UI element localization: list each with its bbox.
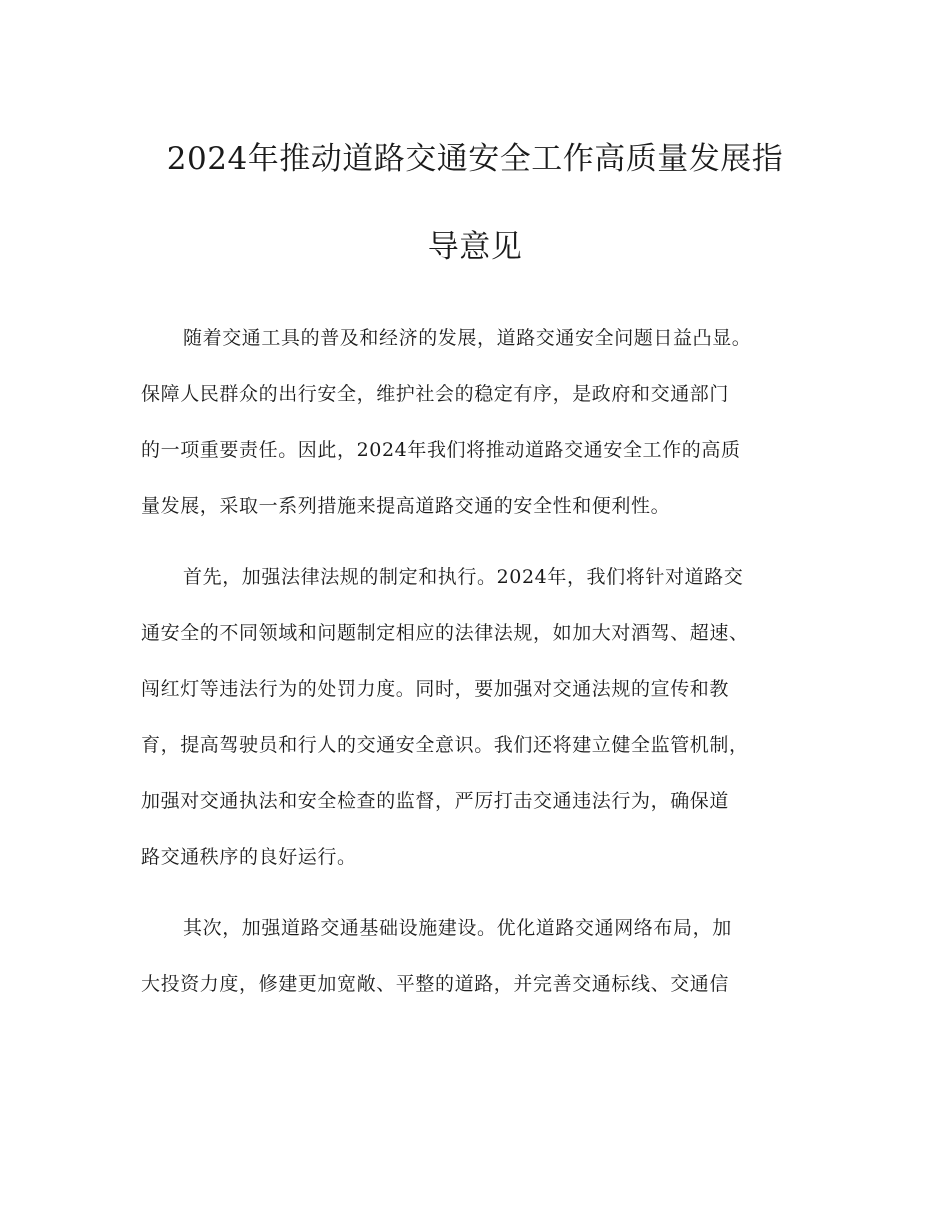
paragraph-3-line-1: 其次，加强道路交通基础设施建设。优化道路交通网络布局，加: [183, 917, 732, 939]
paragraph-2-line-2: 通安全的不同领域和问题制定相应的法律法规，如加大对酒驾、超速、: [141, 622, 749, 644]
paragraph-2-line-6: 路交通秩序的良好运行。: [141, 846, 357, 868]
paragraph-1-line-4: 量发展，采取一系列措施来提高道路交通的安全性和便利性。: [141, 495, 671, 517]
paragraph-1-line-1: 随着交通工具的普及和经济的发展，道路交通安全问题日益凸显。: [183, 327, 752, 349]
document-title-line-2: 导意见: [427, 229, 523, 265]
paragraph-2-line-1: 首先，加强法律法规的制定和执行。2024年，我们将针对道路交: [183, 566, 744, 588]
paragraph-3-line-2: 大投资力度，修建更加宽敞、平整的道路，并完善交通标线、交通信: [141, 973, 730, 995]
paragraph-1-line-2: 保障人民群众的出行安全，维护社会的稳定有序，是政府和交通部门: [141, 383, 730, 405]
paragraph-2-line-4: 育，提高驾驶员和行人的交通安全意识。我们还将建立健全监管机制，: [141, 734, 749, 756]
paragraph-2-line-5: 加强对交通执法和安全检查的监督，严厉打击交通违法行为，确保道: [141, 790, 730, 812]
paragraph-2-line-3: 闯红灯等违法行为的处罚力度。同时，要加强对交通法规的宣传和教: [141, 678, 730, 700]
document-title-line-1: 2024年推动道路交通安全工作高质量发展指: [166, 141, 784, 177]
paragraph-1-line-3: 的一项重要责任。因此，2024年我们将推动道路交通安全工作的高质: [141, 439, 741, 461]
